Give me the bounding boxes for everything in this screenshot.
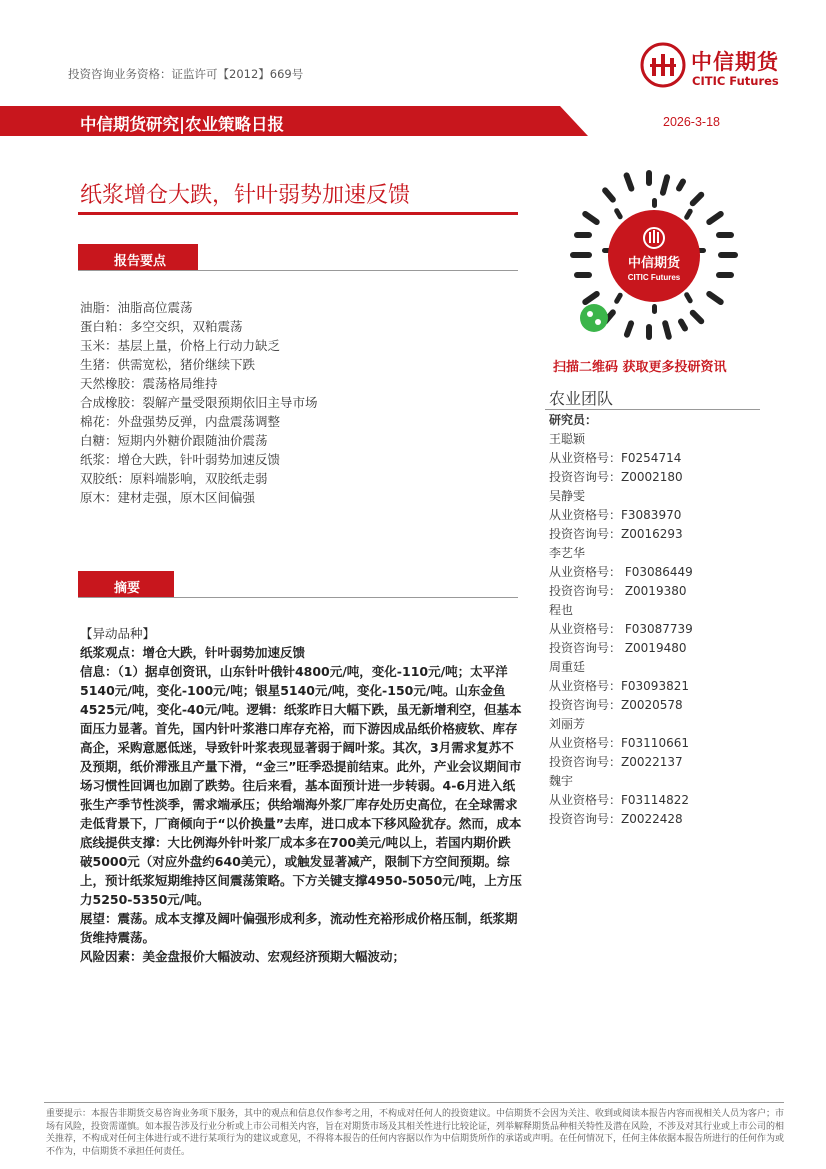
member-name: 李艺华	[549, 546, 586, 560]
disclaimer-divider	[44, 1102, 784, 1103]
member-invest: 投资咨询号：Z0002180	[549, 470, 683, 484]
outlook-paragraph: 展望：震荡。成本支撑及阔叶偏强形成利多，流动性充裕形成价格压制，纸浆期货维持震荡。	[80, 911, 518, 945]
banner-title: 中信期货研究|农业策略日报	[80, 115, 285, 134]
member-name: 刘丽芳	[549, 717, 586, 731]
qr-caption: 扫描二维码 获取更多投研资讯	[553, 360, 727, 375]
list-item: 天然橡胶：震荡格局维持	[80, 376, 218, 391]
pulp-view: 纸浆观点：增仓大跌，针叶弱势加速反馈	[80, 645, 306, 660]
list-item: 蛋白粕：多空交织，双粕震荡	[80, 319, 243, 334]
key-points-divider	[78, 270, 518, 271]
member-qual: 从业资格号：F3083970	[549, 508, 682, 522]
team-divider	[545, 409, 760, 410]
qr-center-cn: 中信期货	[627, 256, 681, 271]
list-item: 原木：建材走强，原木区间偏强	[80, 490, 256, 505]
member-qual: 从业资格号： F03086449	[549, 565, 693, 579]
qr-code[interactable]	[566, 168, 742, 344]
license-text: 投资咨询业务资格：证监许可【2012】669号	[68, 67, 304, 81]
member-name: 吴静雯	[549, 489, 586, 503]
member-name: 周重廷	[549, 660, 586, 674]
list-item: 玉米：基层上量，价格上行动力缺乏	[80, 338, 281, 353]
member-qual: 从业资格号：F0254714	[549, 451, 682, 465]
citic-futures-logo	[640, 42, 810, 92]
report-banner	[0, 106, 760, 136]
member-name: 王聪颖	[549, 432, 586, 446]
member-qual: 从业资格号：F03114822	[549, 793, 689, 807]
list-item: 生猪：供需宽松，猪价继续下跌	[80, 357, 256, 372]
list-item: 油脂：油脂高位震荡	[80, 300, 193, 315]
team-title: 农业团队	[549, 389, 614, 408]
list-item: 合成橡胶：裂解产量受限预期依旧主导市场	[80, 395, 318, 410]
member-qual: 从业资格号： F03087739	[549, 622, 693, 636]
member-name: 魏宇	[549, 774, 574, 788]
member-qual: 从业资格号：F03110661	[549, 736, 689, 750]
citic-logo-icon	[640, 42, 686, 88]
key-points-heading: 报告要点	[78, 244, 198, 271]
title-underline	[78, 212, 518, 215]
member-name: 程也	[549, 603, 574, 617]
list-item: 白糖：短期内外糖价跟随油价震荡	[80, 433, 268, 448]
member-invest: 投资咨询号： Z0019380	[549, 584, 687, 598]
risk-paragraph: 风险因素：美金盘报价大幅波动、宏观经济预期大幅波动；	[80, 949, 406, 964]
logo-en-text: CITIC Futures	[692, 74, 779, 88]
member-qual: 从业资格号：F03093821	[549, 679, 689, 693]
qr-center-en: CITIC Futures	[627, 273, 681, 282]
summary-body	[80, 624, 522, 966]
summary-heading: 摘要	[78, 571, 174, 598]
member-invest: 投资咨询号：Z0016293	[549, 527, 683, 541]
qr-code-icon	[566, 168, 742, 344]
list-item: 纸浆：增仓大跌，针叶弱势加速反馈	[80, 452, 281, 467]
member-invest: 投资咨询号：Z0020578	[549, 698, 683, 712]
list-item: 双胶纸：原料端影响，双胶纸走弱	[80, 471, 268, 486]
member-invest: 投资咨询号： Z0019480	[549, 641, 687, 655]
page-title: 纸浆增仓大跌，针叶弱势加速反馈	[80, 183, 411, 208]
disclaimer-text: 重要提示：本报告非期货交易咨询业务项下服务，其中的观点和信息仅作参考之用，不构成对任何人的投资建议。中信期货不会因为关注、收到或阅读本报告内容而视相关人员为客户；市场有风险，投资需谨慎。如本报告涉及行业分析或上市公司相关内容，旨在对期货市场及其相关性进行比较论证，列举解释期货品种相关特性及潜在风险，不涉及对其行业或上市公司的相关推荐，不构成对任何主体进行或不进行某项行为的建议或意见，不得将本报告的任何内容据以作为中信期货所作的承诺或声明。在任何情况下，任何主体依据本报告所进行的任何作为或不作为，中信期货不承担任何责任。	[46, 1109, 785, 1157]
member-invest: 投资咨询号：Z0022428	[549, 812, 683, 826]
key-points-list	[80, 298, 318, 507]
list-item: 棉花：外盘强势反弹，内盘震荡调整	[80, 414, 281, 429]
summary-divider	[78, 597, 518, 598]
team-list	[549, 411, 693, 829]
section-tag: 【异动品种】	[80, 626, 156, 641]
report-date: 2026-3-18	[663, 115, 720, 129]
info-paragraph: 信息：（1）据卓创资讯，山东针叶俄针4800元/吨，变化-110元/吨；太平洋5140元/吨，变化-100元/吨；银星5140元/吨，变化-150元/吨。山东金鱼4525元/吨，变化-40元/吨。逻辑：纸浆昨日大幅下跌，虽无新增利空，但基本面压力显著。首先，国内针叶浆港口库存充裕，而下游因成品纸价格疲软、库存高企，采购意愿低迷，导致针叶浆表现显著弱于阔叶浆。其次，3月需求复苏不及预期，纸价滞涨且产量下滑，“金三”旺季恐提前结束。此外，产业会议期间市场习惯性回调也加剧了跌势。往后来看，基本面预计进一步转弱。4-6月进入纸张生产季节性淡季，需求端承压；供给端海外浆厂库存处历史高位，在全球需求走低背景下，厂商倾向于“以价换量”去库，进口成本下移风险犹存。然而，成本底线提供支撑：大比例海外针叶浆厂成本多在700美元/吨以上，若国内期价跌破5000元（对应外盘约640美元），或触发显著减产，限制下方空间预期。综上，预计纸浆短期维持区间震荡策略。下方关键支撑4950-5050元/吨，上方压力5250-5350元/吨。	[80, 664, 522, 907]
member-invest: 投资咨询号：Z0022137	[549, 755, 683, 769]
logo-cn-text: 中信期货	[691, 50, 779, 74]
researcher-label: 研究员：	[549, 413, 598, 427]
